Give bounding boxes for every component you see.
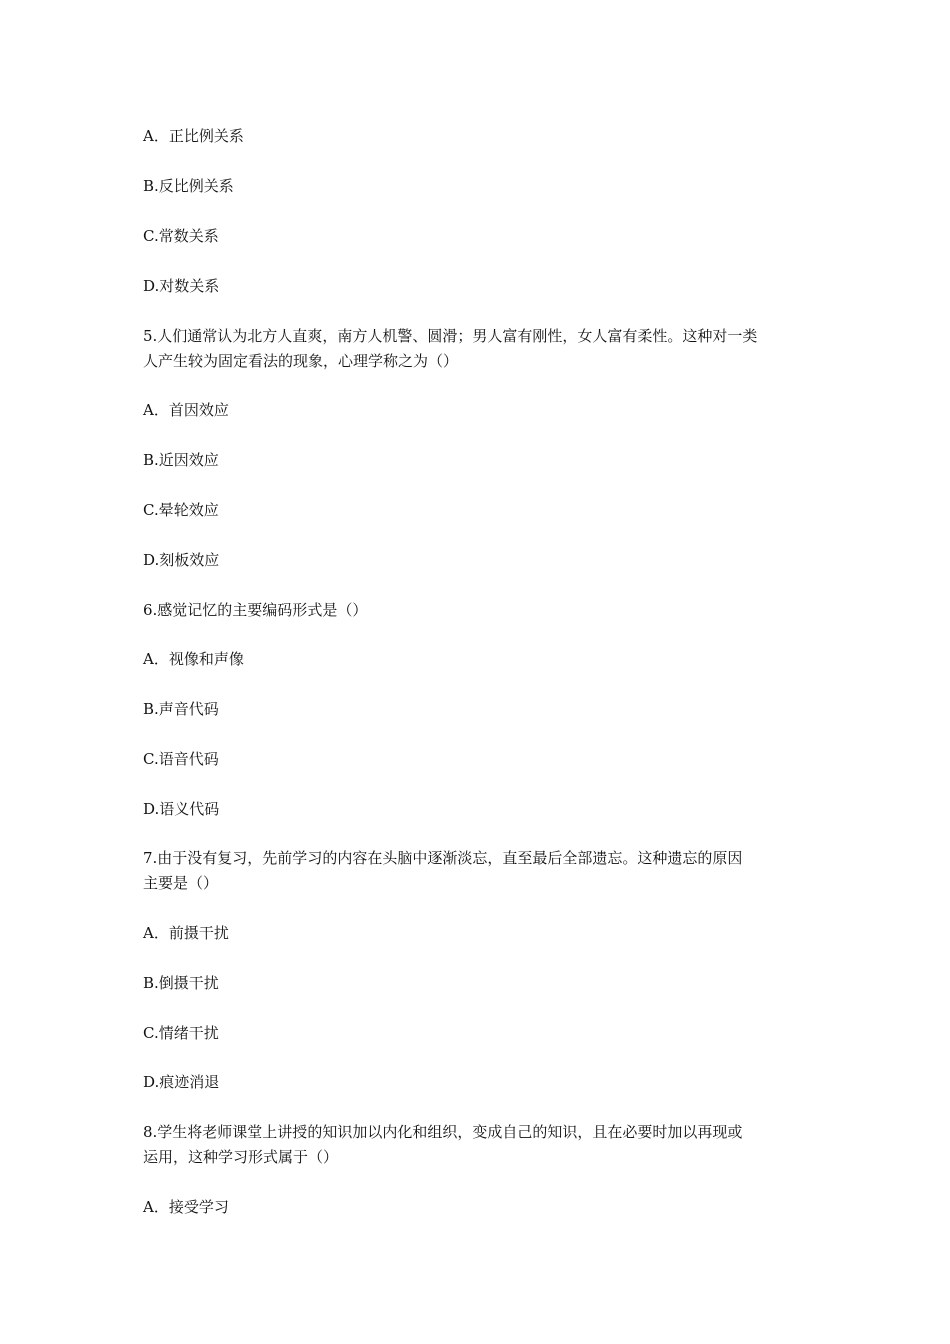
q7-option-d: D.痕迹消退 <box>143 1073 220 1091</box>
q7-option-b: B.倒摄干扰 <box>143 974 219 992</box>
q5-stem-line2: 人产生较为固定看法的现象，心理学称之为（） <box>143 352 459 370</box>
q8-option-a: A．接受学习 <box>143 1198 229 1216</box>
q5-option-d: D.刻板效应 <box>143 551 220 569</box>
q7-option-c: C.情绪干扰 <box>143 1024 219 1042</box>
q4-option-d: D.对数关系 <box>143 277 220 295</box>
q4-option-a: A．正比例关系 <box>143 127 244 145</box>
q5-option-b: B.近因效应 <box>143 451 219 469</box>
q6-option-b: B.声音代码 <box>143 700 219 718</box>
q5-option-c: C.晕轮效应 <box>143 501 219 519</box>
q6-option-a: A．视像和声像 <box>143 650 244 668</box>
q4-option-b: B.反比例关系 <box>143 177 234 195</box>
q5-stem-line1: 5.人们通常认为北方人直爽，南方人机警、圆滑；男人富有刚性，女人富有柔性。这种对一类 <box>143 327 758 345</box>
q7-stem-line2: 主要是（） <box>143 874 219 892</box>
q6-option-d: D.语义代码 <box>143 800 220 818</box>
q6-option-c: C.语音代码 <box>143 750 219 768</box>
q6-stem-line1: 6.感觉记忆的主要编码形式是（） <box>143 601 368 619</box>
q7-option-a: A．前摄干扰 <box>143 924 229 942</box>
q8-stem-line2: 运用，这种学习形式属于（） <box>143 1148 339 1166</box>
q8-stem-line1: 8.学生将老师课堂上讲授的知识加以内化和组织，变成自己的知识，且在必要时加以再现或 <box>143 1123 743 1141</box>
q4-option-c: C.常数关系 <box>143 227 219 245</box>
q7-stem-line1: 7.由于没有复习，先前学习的内容在头脑中逐渐淡忘，直至最后全部遗忘。这种遗忘的原因 <box>143 849 743 867</box>
q5-option-a: A．首因效应 <box>143 401 229 419</box>
